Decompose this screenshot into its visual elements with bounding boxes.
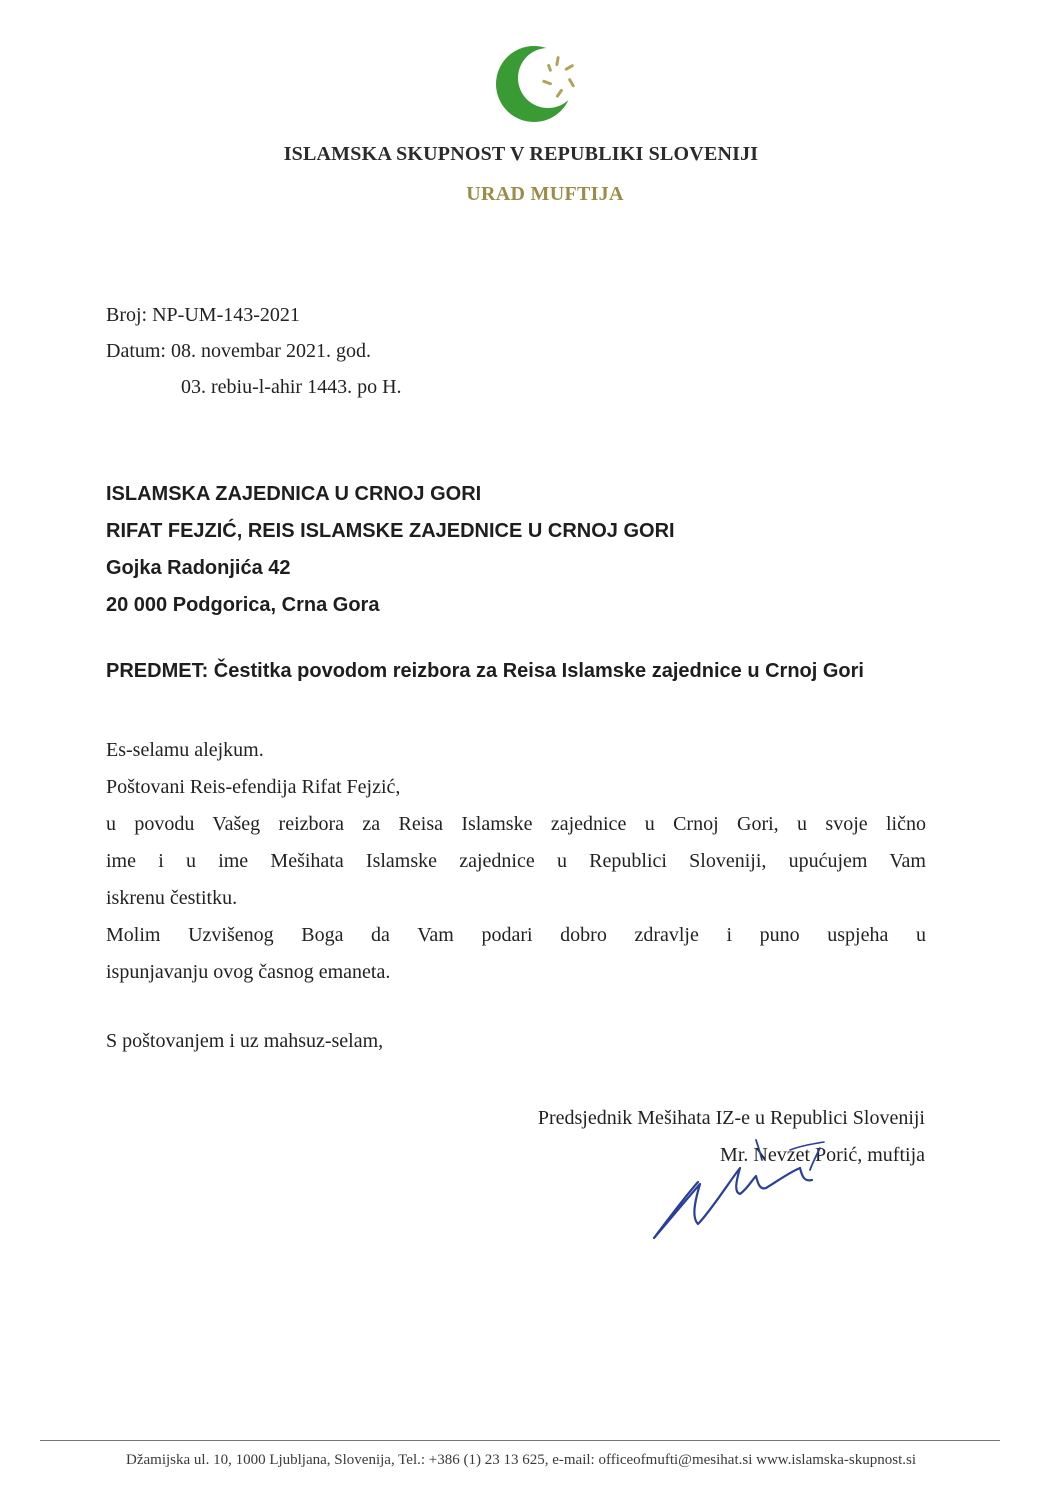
- salutation: Poštovani Reis-efendija Rifat Fejzić,: [106, 776, 401, 798]
- signatory-title: Predsjednik Mešihata IZ-e u Republici Sloveniji: [537, 1107, 925, 1129]
- paragraph-1-line-2: ime i u ime Mešihata Islamske zajednice u Republici Sloveniji, upućujem Vam: [106, 850, 926, 872]
- reference-number: Broj: NP-UM-143-2021: [106, 304, 300, 326]
- footer-divider: [40, 1440, 1000, 1441]
- recipient-city: 20 000 Podgorica, Crna Gora: [106, 594, 380, 616]
- recipient-address: [106, 476, 675, 624]
- reference-block: [106, 297, 402, 405]
- crescent-star-logo-icon: [490, 38, 594, 130]
- paragraph-2-line-2: ispunjavanju ovog časnog emaneta.: [106, 961, 391, 983]
- paragraph-2-line-1: Molim Uzvišenog Boga da Vam podari dobro zdravlje i puno uspjeha u: [106, 924, 926, 946]
- handwritten-signature: [640, 1120, 860, 1250]
- greeting: Es-selamu alejkum.: [106, 739, 264, 761]
- reference-hijri-date: 03. rebiu-l-ahir 1443. po H.: [181, 376, 402, 398]
- closing-line: S poštovanjem i uz mahsuz-selam,: [106, 1030, 384, 1052]
- recipient-person: RIFAT FEJZIĆ, REIS ISLAMSKE ZAJEDNICE U CRNOJ GORI: [106, 520, 675, 542]
- organization-name: ISLAMSKA SKUPNOST V REPUBLIKI SLOVENIJI: [283, 143, 759, 165]
- signatory-name: Mr. Nevzet Porić, muftija: [720, 1144, 925, 1166]
- paragraph-1-line-1: u povodu Vašeg reizbora za Reisa Islamske zajednice u Crnoj Gori, u svoje lično: [106, 813, 926, 835]
- paragraph-1-line-3: iskrenu čestitku.: [106, 887, 238, 909]
- office-name: URAD MUFTIJA: [466, 183, 624, 205]
- reference-date: Datum: 08. novembar 2021. god.: [106, 340, 371, 362]
- subject-line: PREDMET: Čestitka povodom reizbora za Reisa Islamske zajednice u Crnoj Gori: [106, 660, 864, 682]
- recipient-street: Gojka Radonjića 42: [106, 557, 291, 579]
- footer-contact: Džamijska ul. 10, 1000 Ljubljana, Slovenija, Tel.: +386 (1) 23 13 625, e-mail: officeofmufti@mesihat.si www.islamska-skupnost.si: [126, 1452, 916, 1468]
- recipient-organization: ISLAMSKA ZAJEDNICA U CRNOJ GORI: [106, 483, 482, 505]
- letter-body: [106, 732, 926, 991]
